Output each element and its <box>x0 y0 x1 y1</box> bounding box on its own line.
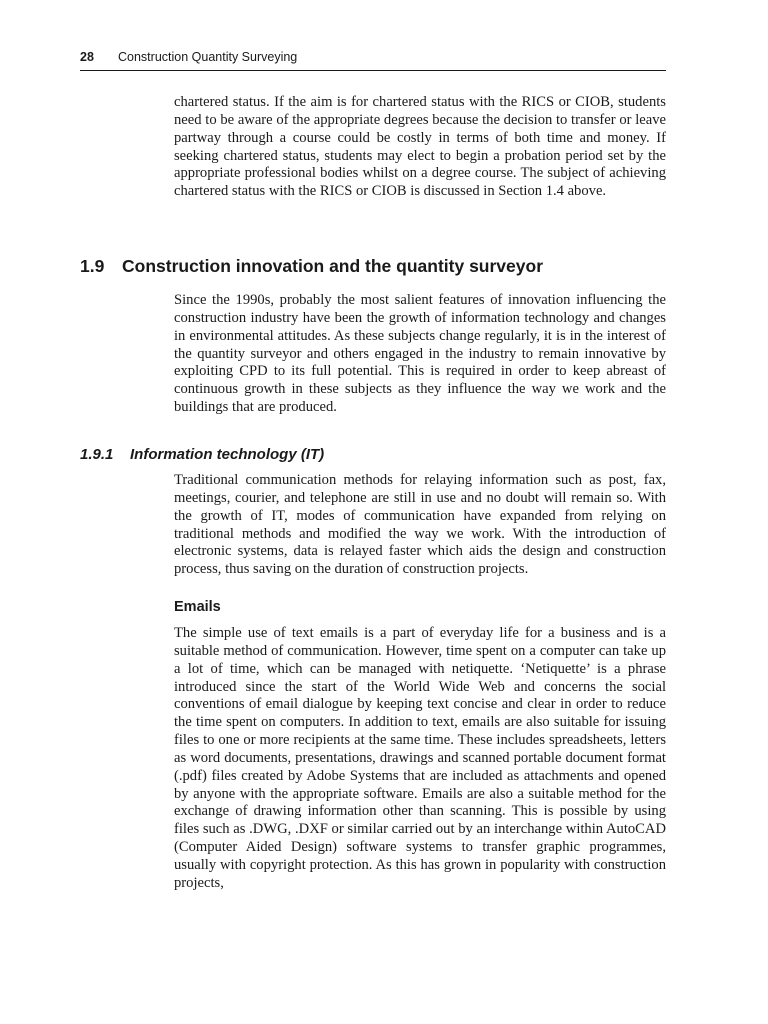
running-header <box>80 48 666 71</box>
section-heading <box>80 256 666 277</box>
paragraph-emails: The simple use of text emails is a part of everyday life for a business and is a suitable method of communication. However, time spent on a computer can take up a lot of time, which can be managed with netiquette. ‘Netiquette’ is a phrase introduced since the start of the World Wide Web and concerns the social conventions of email dialogue by keeping text concise and clear in order to reduce the time spent on computers. In addition to text, emails are also suitable for issuing files to one or more recipients at the same time. These includes spreadsheets, letters as word documents, presentations, drawings and scanned portable document format (.pdf) files created by Adobe Systems that are included as attachments and opened by anyone with the appropriate software. Emails are also a suitable method for the exchange of drawing information other than scanning. This is possible by using files such as .DWG, .DXF or similar carried out by an interchange within AutoCAD (Computer Aided Design) software systems to transfer graphic programmes, usually with copyright protection. As this has grown in popularity with construction projects, <box>174 625 666 891</box>
paragraph-chartered-status: chartered status. If the aim is for chartered status with the RICS or CIOB, students need to be aware of the appropriate degrees because the decision to transfer or leave partway through a course could be costly in terms of both time and money. If seeking chartered status, students may elect to begin a probation period set by the appropriate professional bodies whilst on a degree course. The subject of achieving chartered status with the RICS or CIOB is discussed in Section 1.4 above. <box>174 94 666 200</box>
section-title: Construction innovation and the quantity surveyor <box>122 256 543 276</box>
subsection-number: 1.9.1 <box>80 446 114 463</box>
subsection-heading <box>80 446 666 463</box>
running-title: Construction Quantity Surveying <box>118 50 298 64</box>
paragraph-information-technology: Traditional communication methods for relaying information such as post, fax, meetings, courier, and telephone are still in use and no doubt will remain so. With the growth of IT, modes of communication have expanded from relying on traditional methods and modified the way we work. With the introduction of electronic systems, data is relayed faster which aids the design and construction process, thus saving on the duration of construction projects. <box>174 472 666 578</box>
subsection-title: Information technology (IT) <box>130 446 325 463</box>
section-number: 1.9 <box>80 256 105 276</box>
page-number: 28 <box>80 50 94 64</box>
emails-heading: Emails <box>174 599 221 615</box>
paragraph-innovation: Since the 1990s, probably the most salient features of innovation influencing the construction industry have been the growth of information technology and changes in environmental attitudes. As these subjects change regularly, it is in the interest of the quantity surveyor and others engaged in the industry to remain innovative by exploiting CPD to its full potential. This is required in order to keep abreast of continuous growth in these subjects as they influence the way we work and the buildings that are produced. <box>174 292 666 416</box>
